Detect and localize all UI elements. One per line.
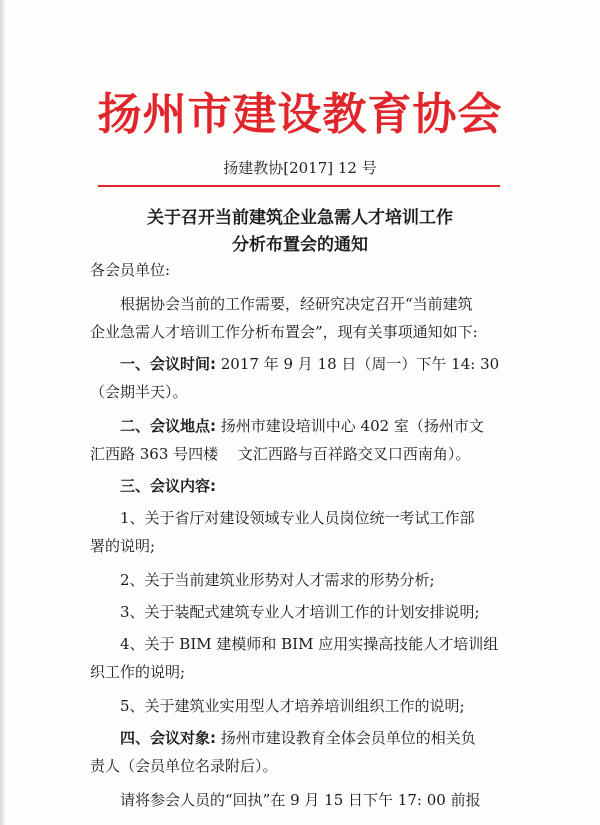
meeting-place-value: 扬州市建设培训中心 402 室（扬州市文	[216, 417, 484, 435]
intro-line-1: 根据协会当前的工作需要，经研究决定召开“当前建筑	[120, 295, 473, 313]
meeting-place-cont: 汇西路 363 号四楼 文汇西路与百祥路交叉口西南角）。	[90, 445, 471, 463]
meeting-time-value: 2017 年 9 月 18 日（周一）下午 14: 30	[216, 355, 500, 373]
content-item-3: 3、关于装配式建筑专业人才培训工作的计划安排说明;	[120, 603, 480, 621]
meeting-target	[90, 724, 510, 752]
meeting-time-label: 一、会议时间:	[120, 355, 216, 373]
content-item-4-line-1: 4、关于 BIM 建模师和 BIM 应用实操高技能人才培训组	[120, 635, 499, 653]
content-item-5: 5、关于建筑业实用型人才培养培训组织工作的说明;	[120, 697, 465, 715]
meeting-place-label: 二、会议地点:	[120, 417, 216, 435]
intro-line-2: 企业急需人才培训工作分析布置会”，现有关事项通知如下:	[90, 323, 478, 341]
organization-title: 扬州市建设教育协会	[97, 89, 503, 140]
meeting-target-value: 扬州市建设教育全体会员单位的相关负	[216, 729, 476, 747]
salutation: 各会员单位:	[90, 261, 171, 279]
header-divider	[98, 185, 500, 187]
content-item-4-line-2: 织工作的说明;	[90, 663, 186, 681]
notice-title-line-1: 关于召开当前建筑企业急需人才培训工作	[147, 208, 453, 228]
meeting-time-cont: （会期半天）。	[90, 383, 188, 401]
content-item-2: 2、关于当前建筑业形势对人才需求的形势分析;	[120, 571, 435, 589]
notice-title	[0, 205, 600, 259]
meeting-place	[90, 412, 510, 440]
content-item-1-line-1: 1、关于省厅对建设领域专业人员岗位统一考试工作部	[120, 509, 475, 527]
closing-line: 请将参会人员的“回执”在 9 月 15 日下午 17: 00 前报	[120, 791, 481, 809]
meeting-content-heading	[90, 472, 510, 500]
meeting-content-label: 三、会议内容:	[120, 477, 216, 495]
document-number: 扬建教协[2017] 12 号	[223, 159, 377, 177]
meeting-target-label: 四、会议对象:	[120, 729, 216, 747]
meeting-target-cont: 责人（会员单位名录附后）。	[90, 757, 278, 775]
content-item-1-line-2: 署的说明;	[90, 537, 156, 555]
notice-title-line-2: 分析布置会的通知	[232, 235, 368, 255]
meeting-time	[90, 350, 510, 378]
notice-body	[90, 256, 510, 814]
